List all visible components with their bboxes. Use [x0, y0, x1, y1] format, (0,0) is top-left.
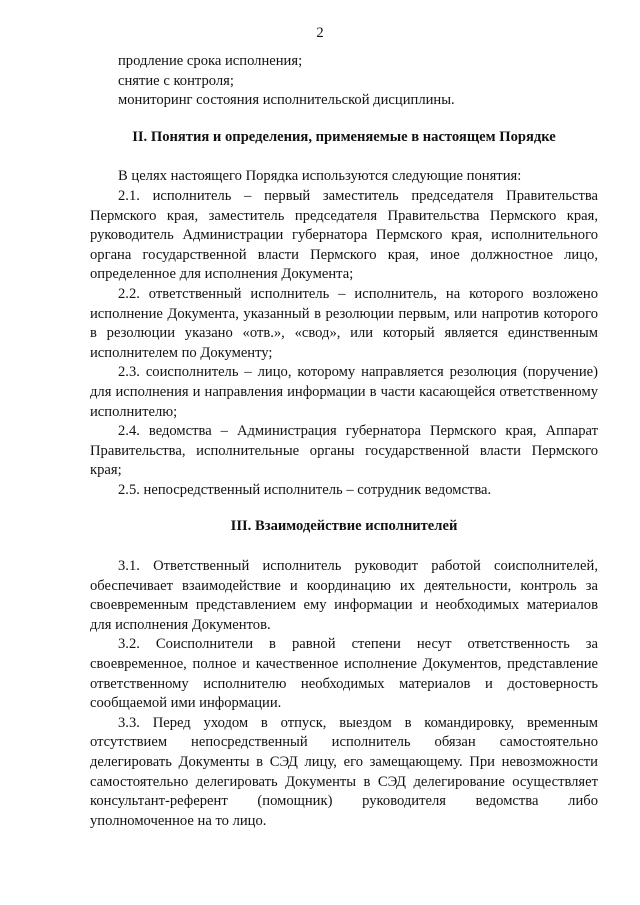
definition-2-3: 2.3. соисполнитель – лицо, которому направляется резолюция (поручение) для исполнения и направления информации в части касающейся ответственному исполнителю;	[90, 364, 598, 420]
definition-2-2: 2.2. ответственный исполнитель – исполнитель, на которого возложено исполнение Документа, указанный в резолюции первым, или напротив которого в резолюции указано «отв.», «свод», или который является единственным исполнителем по Документу;	[90, 285, 598, 361]
clause-3-2: 3.2. Соисполнители в равной степени несут ответственность за своевременное, полное и качественное исполнение Документов, представление ответственному исполнителю необходимых материалов и достоверность сообщаемой ими информации.	[90, 636, 598, 712]
list-item: снятие с контроля;	[118, 72, 234, 89]
page-number: 2	[316, 25, 324, 41]
intro-list	[90, 52, 598, 111]
clause-3-3: 3.3. Перед уходом в отпуск, выездом в командировку, временным отсутствием непосредственный исполнитель обязан самостоятельно делегировать Документы в СЭД лицу, его замещающему. При невозможности самостоятельно делегировать Документы в СЭД делегирование осуществляет консультант-референт (помощник) руководителя ведомства либо уполномоченное на то лицо.	[90, 714, 598, 829]
section-2-body	[90, 167, 598, 500]
section-3-heading: III. Взаимодействие исполнителей	[230, 518, 458, 535]
definition-2-1: 2.1. исполнитель – первый заместитель председателя Правительства Пермского края, заместитель председателя Правительства Пермского края, руководитель Администрации губернатора Пермского края, исполнительного органа государственной власти Пермского края, иное должностное лицо, определенное для исполнения Документа;	[90, 187, 598, 283]
section-2-heading: II. Понятия и определения, применяемые в настоящем Порядке	[132, 128, 556, 145]
list-item: продление срока исполнения;	[118, 53, 303, 69]
definition-2-4: 2.4. ведомства – Администрация губернатора Пермского края, Аппарат Правительства, исполнительные органы государственной власти Пермского края;	[90, 423, 598, 479]
definition-2-5: 2.5. непосредственный исполнитель – сотрудник ведомства.	[118, 481, 492, 498]
document-body	[90, 52, 598, 831]
list-item: мониторинг состояния исполнительской дисциплины.	[118, 92, 455, 109]
section-3-body	[90, 557, 598, 831]
section-2-lead: В целях настоящего Порядка используются следующие понятия:	[118, 168, 522, 185]
clause-3-1: 3.1. Ответственный исполнитель руководит работой соисполнителей, обеспечивает взаимодействие и координацию их деятельности, контроль за своевременным представлением ему информации и необходимых материалов для исполнения Документов.	[90, 558, 598, 633]
